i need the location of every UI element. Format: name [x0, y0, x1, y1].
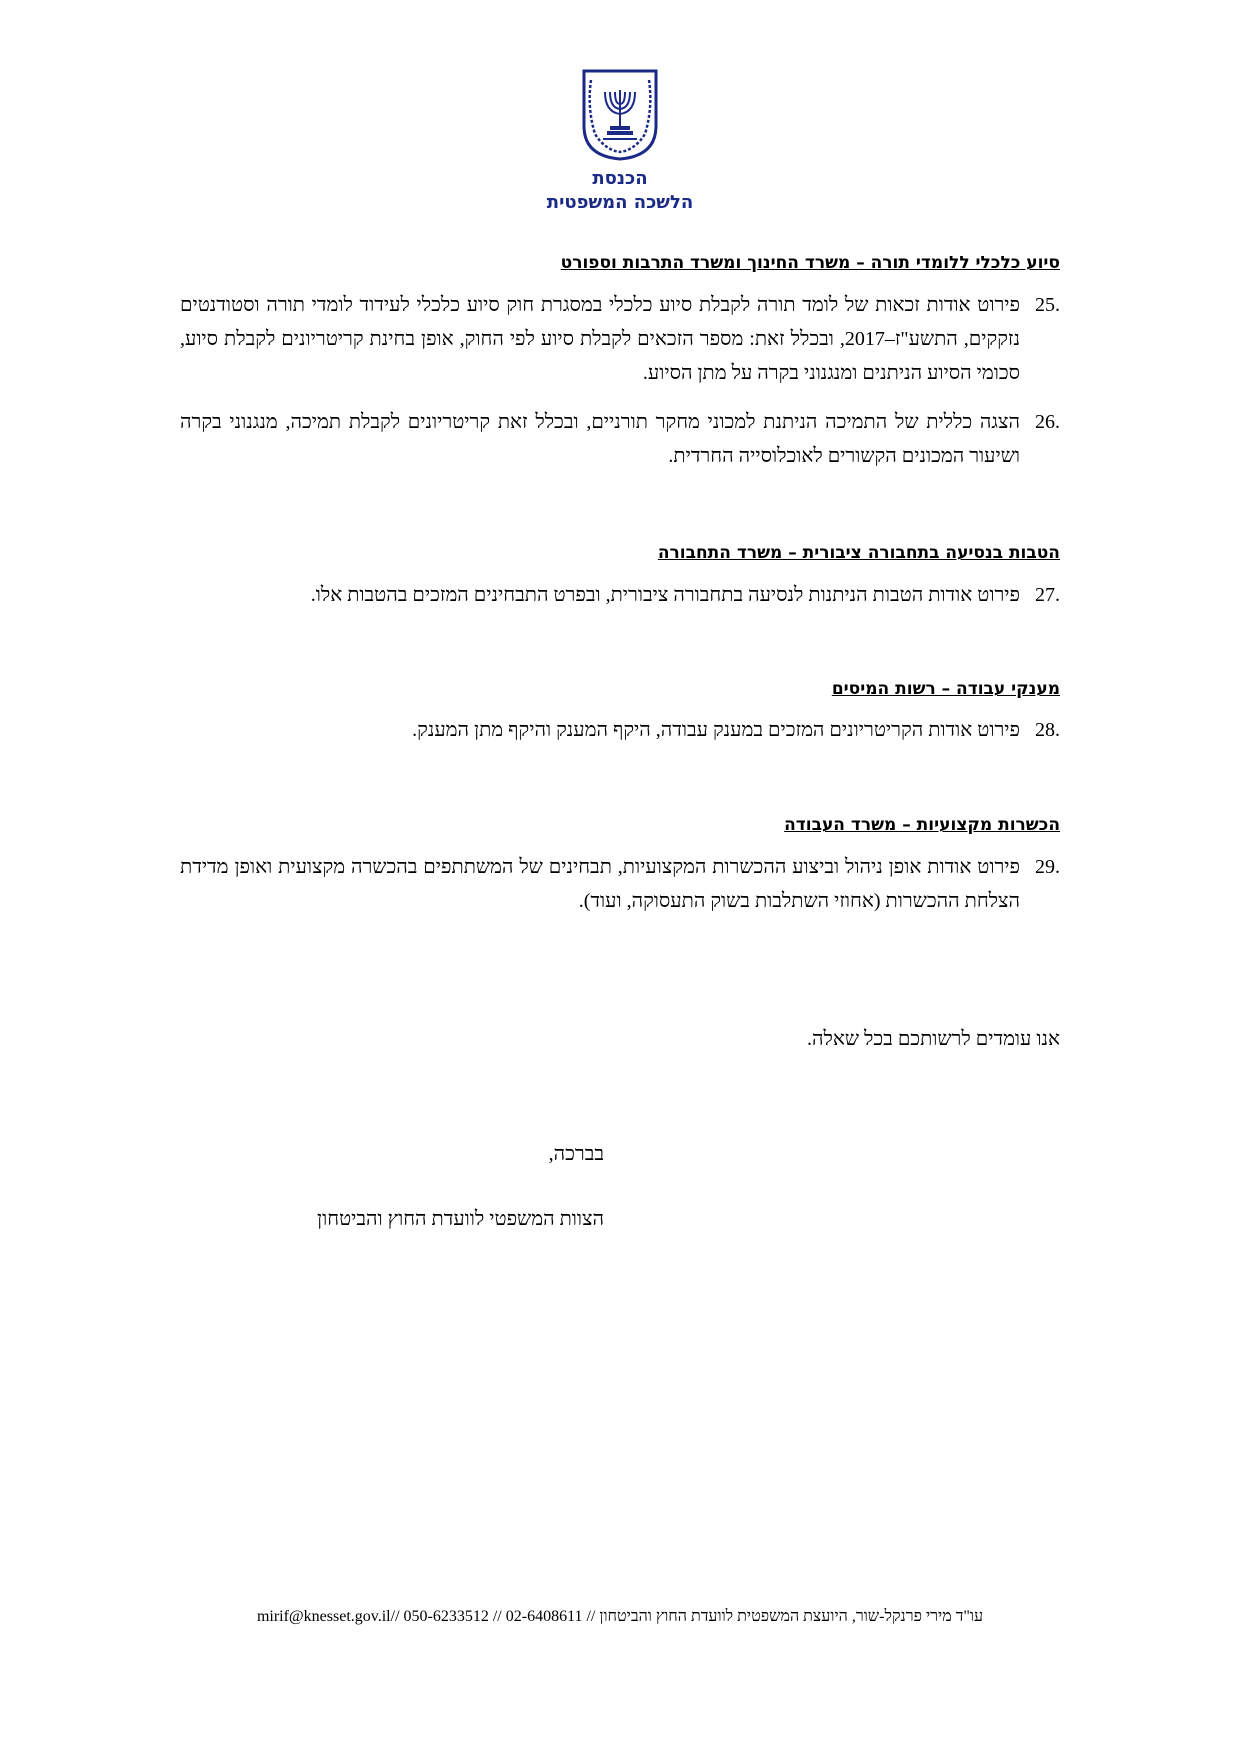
list-item-27 — [180, 578, 1060, 612]
dept-name: הלשכה המשפטית — [546, 192, 694, 213]
item-text: פירוט אודות הטבות הניתנות לנסיעה בתחבורה ציבורית, ובפרט התבחינים המזכים בהטבות אלו. — [310, 584, 1020, 606]
letterhead — [0, 68, 1240, 214]
item-number: 29. — [1035, 856, 1060, 878]
knesset-emblem-icon — [581, 68, 659, 162]
item-text: הצגה כללית של התמיכה הניתנת למכוני מחקר תורניים, ובכלל זאת קריטריונים לקבלת תמיכה, מנגנוני בקרה ושיעור המכונים הקשורים לאוכלוסייה החרדית. — [180, 411, 1020, 467]
footer — [0, 1608, 1240, 1626]
footer-contact: עו"ד מירי פרנקל-שור, היועצת המשפטית לוועדת החוץ והביטחון // 02-6408611 // 050-6233512 // — [390, 1608, 984, 1625]
item-text: פירוט אודות אופן ניהול וביצוע ההכשרות המקצועיות, תבחינים של המשתתפים בהכשרה מקצועית ואופן מדידת הצלחת ההכשרות (אחוזי השתלבות בשוק התעסוקה, ועוד). — [180, 856, 1020, 912]
list-item-26 — [180, 405, 1060, 473]
item-text: פירוט אודות הקריטריונים המזכים במענק עבודה, היקף המענק והיקף מתן המענק. — [412, 719, 1020, 741]
item-text: פירוט אודות זכאות של לומד תורה לקבלת סיוע כלכלי במסגרת חוק סיוע כלכלי לעידוד לומדי תורה וסטודנטים נזקקים, התשע"ז–2017, ובכלל זאת: מספר הזכאים לקבלת סיוע לפי החוק, אופן בחינת קריטריונים לקבלת סיוע, סכומי הסיוע הניתנים ומנגנוני בקרה על מתן הסיוע. — [180, 294, 1020, 384]
closing-signature: הצוות המשפטי לוועדת החוץ והביטחון — [317, 1208, 604, 1230]
list-item-29 — [180, 850, 1060, 918]
closing-regards: בברכה, — [548, 1143, 604, 1165]
list-item-25 — [180, 288, 1060, 390]
item-number: 27. — [1035, 584, 1060, 606]
item-number: 26. — [1035, 411, 1060, 433]
item-number: 28. — [1035, 719, 1060, 741]
org-name: הכנסת — [592, 168, 648, 189]
section-title-torah-aid: סיוע כלכלי ללומדי תורה – משרד החינוך ומשרד התרבות וספורט — [560, 253, 1060, 273]
section-title-training: הכשרות מקצועיות – משרד העבודה — [784, 815, 1060, 835]
list-item-28 — [180, 713, 1060, 747]
item-number: 25. — [1035, 294, 1060, 316]
section-title-work-grants: מענקי עבודה – רשות המיסים — [831, 679, 1060, 699]
closing-availability: אנו עומדים לרשותכם בכל שאלה. — [807, 1028, 1060, 1050]
section-title-transport: הטבות בנסיעה בתחבורה ציבורית – משרד התחבורה — [657, 543, 1060, 563]
footer-email[interactable]: mirif@knesset.gov.il — [256, 1608, 391, 1625]
